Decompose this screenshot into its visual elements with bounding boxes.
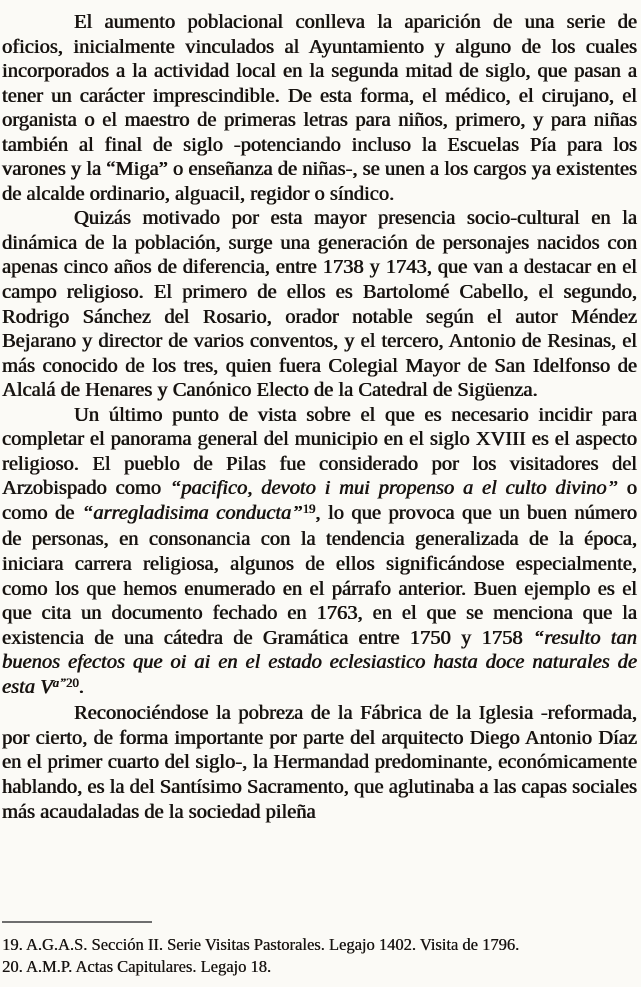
- text-run: Un último punto de vista sobre el que es necesario incidir para completar el panorama general del municipio en el siglo XVIII es el aspecto religioso. El pueblo de Pilas fue considerado por los visitadores del Arzobispado como: [2, 403, 637, 500]
- footnote-19: 19. A.G.A.S. Sección II. Serie Visitas Pastorales. Legajo 1402. Visita de 1796.: [2, 935, 520, 954]
- text-run: o como de: [2, 477, 637, 524]
- paragraph-3: [2, 403, 637, 702]
- footnote-reference: 19: [302, 502, 316, 517]
- quoted-italic-run: “arregladisima conducta”: [81, 501, 303, 524]
- footnote-reference: a”: [52, 676, 67, 691]
- quoted-italic-run: “pacifico, devoto i mui propenso a el culto divino”: [169, 477, 618, 500]
- paragraph-4: [2, 701, 637, 824]
- footnote-separator: [2, 921, 152, 923]
- text-run: El aumento poblacional conlleva la aparición de una serie de oficios, inicialmente vinculados al Ayuntamiento y alguno de los cuales incorporados a la actividad local en la segunda mitad de siglo, que pasan a tener un carácter imprescindible. De esta forma, el médico, el cirujano, el organista o el maestro de primeras letras para niños, primero, y para niñas también al final de siglo -potenciando incluso la Escuelas Pía para los varones y la “Miga” o enseñanza de niñas-, se unen a los cargos ya existentes de alcalde ordinario, alguacil, regidor o síndico.: [2, 11, 637, 205]
- paragraph-1: [2, 10, 637, 206]
- footnote-section: [2, 921, 637, 978]
- text-run: .: [78, 675, 84, 698]
- footnote-list: [2, 934, 637, 978]
- text-run: Reconociéndose la pobreza de la Fábrica de la Iglesia -reformada, por cierto, de forma importante por parte del arquitecto Diego Antonio Díaz en el primer cuarto del siglo-, la Hermandad predominante, económicamente hablando, es la del Santísimo Sacramento, que aglutinaba a las capas sociales más acaudaladas de la sociedad pileña: [2, 702, 637, 823]
- footnote-reference: 20: [66, 676, 79, 691]
- text-run: Quizás motivado por esta mayor presencia socio-cultural en la dinámica de la población, surge una generación de personajes nacidos con apenas cinco años de diferencia, entre 1738 y 1743, que van a destacar en el campo religioso. El primero de ellos es Bartolomé Cabello, el segundo, Rodrigo Sánchez del Rosario, orador notable según el autor Méndez Bejarano y director de varios conventos, y el tercero, Antonio de Resinas, el más conocido de los tres, quien fuera Colegial Mayor de San Idelfonso de Alcalá de Henares y Canónico Electo de la Catedral de Sigüenza.: [2, 207, 637, 402]
- paragraph-2: [2, 206, 637, 402]
- body-text: [2, 10, 637, 824]
- footnote-20: 20. A.M.P. Actas Capitulares. Legajo 18.: [2, 957, 272, 976]
- text-run: , lo que provoca que un buen número de personas, en consonancia con la tendencia generalizada de la época, iniciara carrera religiosa, algunos de ellos significándose especialmente, como los que hemos enumerado en el párrafo anterior. Buen ejemplo es el que cita un documento fechado en 1763, en el que se menciona que la existencia de una cátedra de Gramática entre 1750 y 1758: [2, 501, 638, 649]
- quoted-italic-run: “resulto tan buenos efectos que oi ai en el estado eclesiastico hasta doce naturales de esta V: [2, 626, 637, 698]
